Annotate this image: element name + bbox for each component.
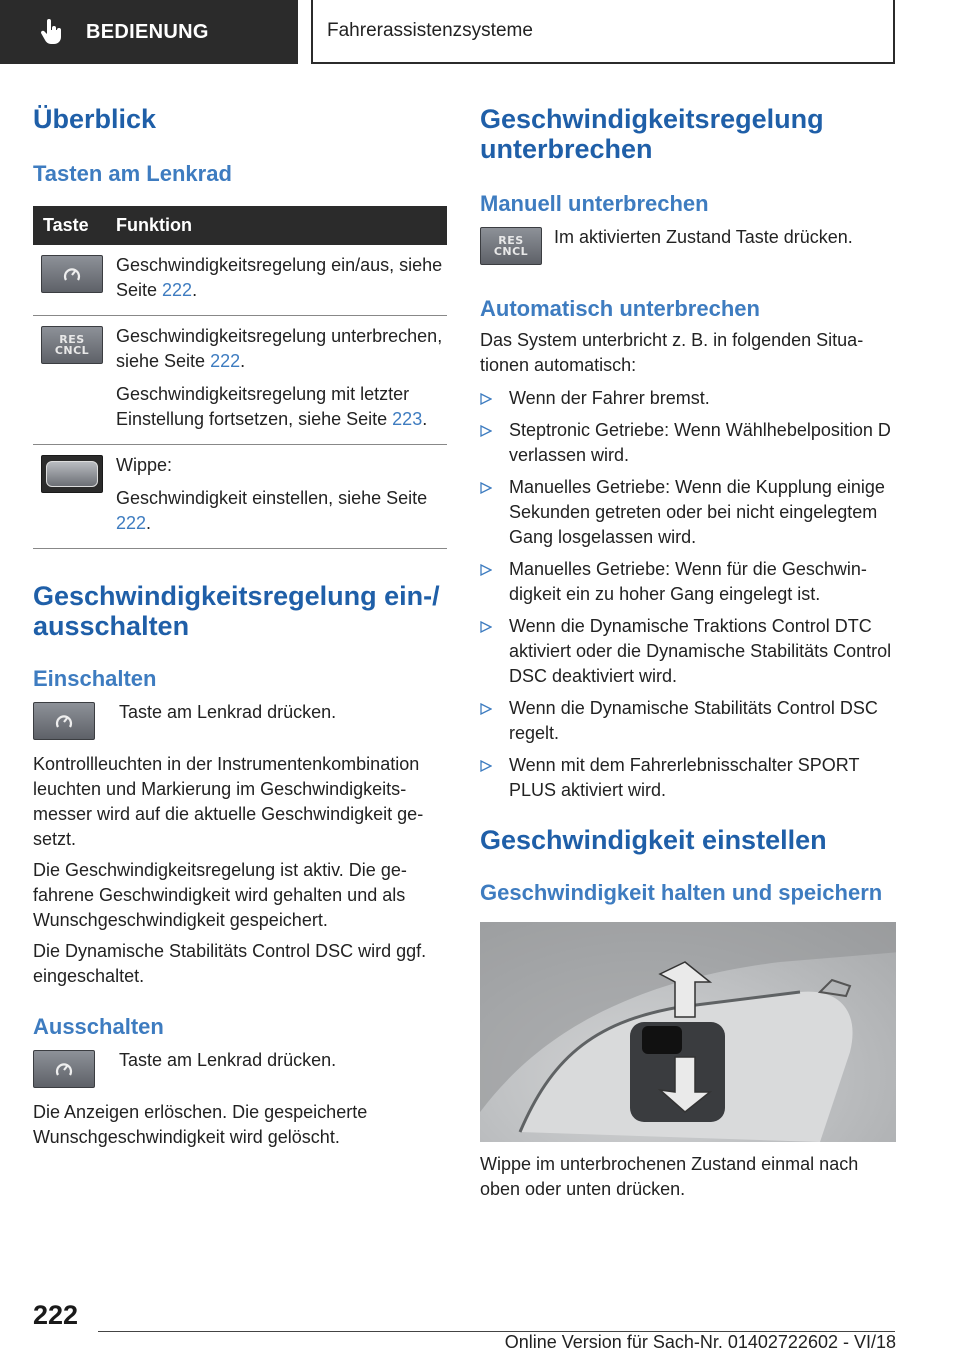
left-column [33, 100, 447, 1150]
hold-speed-paragraph: Wippe im unterbrochenen Zustand einmal nach oben oder unten drücken. [480, 1154, 859, 1199]
table-header-function: Funktion [116, 206, 447, 245]
switch-on-key-row [33, 702, 447, 740]
switch-on-key-text: Taste am Lenkrad drücken. [119, 702, 337, 722]
manual-interrupt-text: Im aktivierten Zustand Taste drücken. [554, 227, 853, 247]
list-item: Manuelles Getriebe: Wenn die Kupplung einige Sekunden getreten oder bei nicht eingelegtem Gang losgelassen wird. [480, 475, 896, 550]
overview-heading: Überblick [33, 104, 157, 134]
triangle-bullet-icon [480, 425, 492, 437]
table-header-key: Taste [33, 206, 116, 245]
table-row [33, 445, 447, 549]
page-link[interactable]: 222 [116, 513, 147, 533]
triangle-bullet-icon [480, 564, 492, 576]
interrupt-heading: Geschwindigkeitsregelung unterbrechen [480, 104, 824, 164]
section-tab [0, 0, 298, 64]
cruise-control-icon [33, 1050, 95, 1088]
chapter-tab [311, 0, 895, 64]
rocker-switch-icon [41, 455, 103, 493]
table-row [33, 316, 447, 445]
page-header [0, 0, 960, 66]
list-item: Manuelles Getriebe: Wenn für die Geschwindigkeit ein zu hoher Gang eingelegt ist. [480, 557, 896, 607]
page-link[interactable]: 222 [162, 280, 193, 300]
online-version-text: Online Version für Sach-Nr. 01402722602 - VI/18 [504, 1332, 896, 1352]
switch-off-paragraph-1: Die Anzeigen erlöschen. Die gespeicherte Wunschgeschwindigkeit wird gelöscht. [33, 1102, 368, 1147]
hold-speed-heading: Geschwindigkeit halten und speichern [480, 880, 883, 905]
auto-interrupt-heading: Automatisch unterbrechen [480, 296, 760, 321]
res-cncl-button-icon: RES CNCL [41, 326, 103, 364]
table-row [33, 245, 447, 316]
row1-text: Geschwindigkeitsregelung ein/aus, siehe Seite 222. [116, 255, 443, 300]
triangle-bullet-icon [480, 482, 492, 494]
list-item: Steptronic Getriebe: Wenn Wählhebelposition D verlassen wird. [480, 418, 896, 468]
switch-on-paragraph-1: Kontrollleuchten in der Instrumentenkombination leuchten und Markierung im Geschwindigkeitsmesser wird auf die aktuelle Geschwindigkeit gesetzt. [33, 754, 424, 849]
page-link[interactable]: 222 [210, 351, 241, 371]
set-speed-heading: Geschwindigkeit einstellen [480, 825, 827, 855]
row2-text-2: Geschwindigkeitsregelung mit letzter Einstellung fortsetzen, siehe Seite 223. [116, 384, 428, 429]
auto-interrupt-list [480, 386, 896, 803]
auto-interrupt-intro: Das System unterbricht z. B. in folgenden Situationen automatisch: [480, 330, 864, 375]
manual-interrupt-heading: Manuell unterbrechen [480, 191, 709, 216]
switch-on-paragraph-3: Die Dynamische Stabilitäts Control DSC wird ggf. eingeschaltet. [33, 941, 427, 986]
manual-interrupt-key-row [480, 227, 896, 265]
list-item: Wenn mit dem Fahrerlebnisschalter SPORT PLUS aktiviert wird. [480, 753, 896, 803]
steering-wheel-illustration [480, 922, 896, 1142]
switch-off-key-row [33, 1050, 447, 1088]
cruise-control-icon [41, 255, 103, 293]
row3-text-2: Geschwindigkeit einstellen, siehe Seite 222. [116, 488, 428, 533]
triangle-bullet-icon [480, 703, 492, 715]
switch-off-key-text: Taste am Lenkrad drücken. [119, 1050, 337, 1070]
row3-text-1: Wippe: [116, 455, 173, 475]
switch-on-paragraph-2: Die Geschwindigkeitsregelung ist aktiv. Die gefahrene Geschwindigkeit wird gehalten und als Wunschgeschwindigkeit gespeichert. [33, 860, 407, 930]
switch-off-heading: Ausschalten [33, 1014, 164, 1039]
list-item: Wenn die Dynamische Stabilitäts Control DSC regelt. [480, 696, 896, 746]
triangle-bullet-icon [480, 621, 492, 633]
steering-wheel-photo [480, 922, 896, 1142]
cruise-control-icon [33, 702, 95, 740]
page-number: 222 [33, 1300, 79, 1330]
page-link[interactable]: 223 [392, 409, 423, 429]
list-item: Wenn der Fahrer bremst. [480, 386, 896, 411]
onoff-heading: Geschwindigkeitsregelung ein-/ ausschalten [33, 581, 440, 641]
triangle-bullet-icon [480, 760, 492, 772]
res-cncl-button-icon: RES CNCL [480, 227, 542, 265]
row2-text-1: Geschwindigkeitsregelung unterbrechen, siehe Seite 222. [116, 326, 443, 371]
keys-table [33, 206, 447, 549]
right-column [480, 100, 896, 1202]
switch-on-heading: Einschalten [33, 666, 157, 691]
list-item: Wenn die Dynamische Traktions Control DTC aktiviert oder die Dynamische Stabilitäts Control DSC deaktiviert wird. [480, 614, 896, 689]
section-label: BEDIENUNG [86, 20, 209, 43]
hand-pointer-icon [40, 19, 64, 45]
triangle-bullet-icon [480, 393, 492, 405]
chapter-label: Fahrerassistenzsysteme [327, 20, 533, 41]
steering-keys-heading: Tasten am Lenkrad [33, 161, 232, 186]
